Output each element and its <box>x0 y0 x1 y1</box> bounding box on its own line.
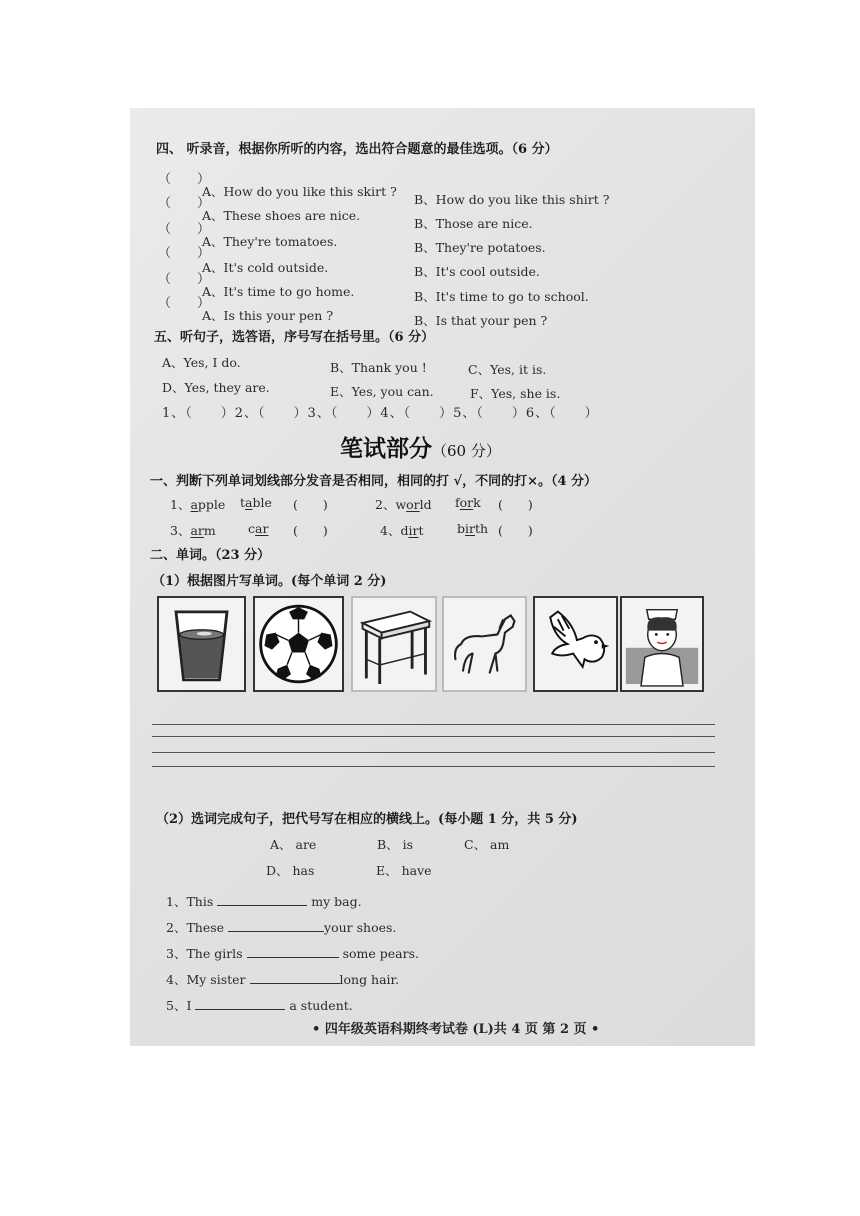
written-heading-text: 笔试部分 <box>340 436 432 462</box>
q4-option-a-5: A、It's time to go home. <box>202 284 355 299</box>
sentence-end: long hair. <box>339 972 400 987</box>
q5-option-d: D、Yes, they are. <box>162 380 270 395</box>
underlined-sound: ar <box>190 523 204 538</box>
underlined-sound: ar <box>255 521 269 536</box>
sentence-start: The girls <box>186 946 243 961</box>
q4-option-a-2: A、These shoes are nice. <box>202 208 361 223</box>
written-part-heading <box>340 430 501 463</box>
word-part: pple <box>197 497 226 512</box>
q5-option-f: F、Yes, she is. <box>470 386 561 401</box>
glass-of-water-icon <box>157 596 246 692</box>
fill-sentence-3 <box>166 944 419 962</box>
answer-line-3[interactable] <box>152 752 715 753</box>
sentence-start: My sister <box>186 972 246 987</box>
sentence-start: These <box>186 920 225 935</box>
word-part: ld <box>419 497 432 512</box>
underlined-sound: a <box>245 495 253 510</box>
word-part: c <box>248 521 256 536</box>
part2-sub2: （2）选词完成句子，把代号写在相应的横线上。(每小题 1 分，共 5 分) <box>156 812 578 827</box>
part1-item-2-word2 <box>455 495 481 510</box>
fill-blank-3[interactable] <box>247 957 339 958</box>
sentence-start: This <box>186 894 214 909</box>
part1-title: 一、判断下列单词划线部分发音是否相同，相同的打 √，不同的打×。（4 分） <box>150 474 598 489</box>
q4-paren-5[interactable]: （ ） <box>158 272 211 287</box>
q4-option-b-1: B、How do you like this shirt ? <box>414 192 610 207</box>
part1-item-4 <box>380 521 423 539</box>
underlined-sound: ir <box>465 521 475 536</box>
answer-line-2[interactable] <box>152 736 715 737</box>
part1-item-3 <box>170 521 216 539</box>
q4-paren-2[interactable]: （ ） <box>158 196 211 211</box>
part1-paren-2[interactable]: ( ) <box>498 497 533 512</box>
item-num: 3、 <box>170 523 191 538</box>
fill-sentence-2 <box>166 918 396 936</box>
q4-paren-4[interactable]: （ ） <box>158 246 211 261</box>
underlined-sound: or <box>406 497 420 512</box>
listen-q4-title: 四、 听录音，根据你所听的内容，选出符合题意的最佳选项。（6 分） <box>156 142 558 157</box>
item-num: 5、 <box>166 998 187 1013</box>
item-num: 4、 <box>380 523 401 538</box>
part1-item-4-word2 <box>457 521 488 536</box>
word-part: w <box>395 497 407 512</box>
item-num: 1、 <box>166 894 187 909</box>
fill-blank-2[interactable] <box>228 931 324 932</box>
item-num: 4、 <box>166 972 187 987</box>
q5-option-e: E、Yes, you can. <box>330 384 434 399</box>
q4-option-a-4: A、It's cold outside. <box>202 260 329 275</box>
q5-option-b: B、Thank you ! <box>330 360 427 375</box>
part1-paren-4[interactable]: ( ) <box>498 523 533 538</box>
word-part: d <box>400 523 409 538</box>
q5-answer-row[interactable]: 1、（ ）2、（ ）3、（ ）4、（ ）5、（ ）6、（ ） <box>162 406 599 421</box>
q4-option-a-6: A、Is this your pen ? <box>202 308 334 323</box>
fill-blank-5[interactable] <box>195 1009 285 1010</box>
part1-item-2 <box>375 495 432 513</box>
word-part: t <box>240 495 246 510</box>
fill-blank-1[interactable] <box>217 905 307 906</box>
page-footer: • 四年级英语科期终考试卷 (L)共 4 页 第 2 页 • <box>312 1022 600 1037</box>
q4-option-b-2: B、Those are nice. <box>414 216 533 231</box>
underlined-sound: ir <box>408 523 419 538</box>
desk-icon <box>351 596 437 692</box>
word-part: m <box>203 523 216 538</box>
choice-a: A、 are <box>270 837 317 852</box>
item-num: 1、 <box>170 497 191 512</box>
part1-item-1-word2 <box>240 495 272 510</box>
item-num: 2、 <box>375 497 396 512</box>
answer-line-1[interactable] <box>152 724 715 725</box>
written-score: （60 分） <box>432 442 501 460</box>
choice-d: D、 has <box>266 863 315 878</box>
q4-option-b-6: B、Is that your pen ? <box>414 313 548 328</box>
underlined-sound: or <box>459 495 474 510</box>
q4-option-a-1: A、How do you like this skirt ? <box>202 184 397 199</box>
part1-item-1 <box>170 495 225 513</box>
q4-paren-6[interactable]: （ ） <box>158 296 211 311</box>
word-part: t <box>418 523 424 538</box>
nurse-icon <box>620 596 704 692</box>
exam-paper <box>130 108 755 1046</box>
part1-paren-3[interactable]: ( ) <box>293 523 328 538</box>
listen-q5-title: 五、听句子，选答语，序号写在括号里。（6 分） <box>154 330 435 345</box>
q5-option-c: C、Yes, it is. <box>468 362 547 377</box>
sentence-start: I <box>186 998 192 1013</box>
part1-item-3-word2 <box>248 521 268 536</box>
choice-c: C、 am <box>464 837 510 852</box>
part2-title: 二、单词。（23 分） <box>150 548 271 563</box>
football-icon <box>253 596 344 692</box>
horse-icon <box>442 596 527 692</box>
part1-paren-1[interactable]: ( ) <box>293 497 328 512</box>
answer-line-4[interactable] <box>152 766 715 767</box>
choice-e: E、 have <box>376 863 432 878</box>
item-num: 3、 <box>166 946 187 961</box>
choice-b: B、 is <box>377 837 414 852</box>
q4-paren-3[interactable]: （ ） <box>158 222 211 237</box>
q4-option-a-3: A、They're tomatoes. <box>202 234 338 249</box>
word-part: f <box>455 495 460 510</box>
fill-sentence-1 <box>166 892 362 910</box>
word-part: b <box>457 521 466 536</box>
fill-blank-4[interactable] <box>250 983 340 984</box>
fill-sentence-4 <box>166 970 399 988</box>
sentence-end: my bag. <box>311 894 362 909</box>
sentence-end: some pears. <box>342 946 419 961</box>
q4-option-b-5: B、It's time to go to school. <box>414 289 589 304</box>
bird-icon <box>533 596 618 692</box>
word-part: k <box>473 495 481 510</box>
q4-option-b-3: B、They're potatoes. <box>414 240 546 255</box>
part2-sub1: （1）根据图片写单词。(每个单词 2 分) <box>152 574 387 589</box>
fill-sentence-5 <box>166 996 353 1014</box>
underlined-sound: a <box>190 497 198 512</box>
item-num: 2、 <box>166 920 187 935</box>
word-part: th <box>475 521 489 536</box>
q5-option-a: A、Yes, I do. <box>162 355 241 370</box>
q4-paren-1[interactable]: （ ） <box>158 172 211 187</box>
sentence-end: your shoes. <box>324 920 397 935</box>
word-part: ble <box>252 495 272 510</box>
q4-option-b-4: B、It's cool outside. <box>414 264 540 279</box>
sentence-end: a student. <box>289 998 353 1013</box>
